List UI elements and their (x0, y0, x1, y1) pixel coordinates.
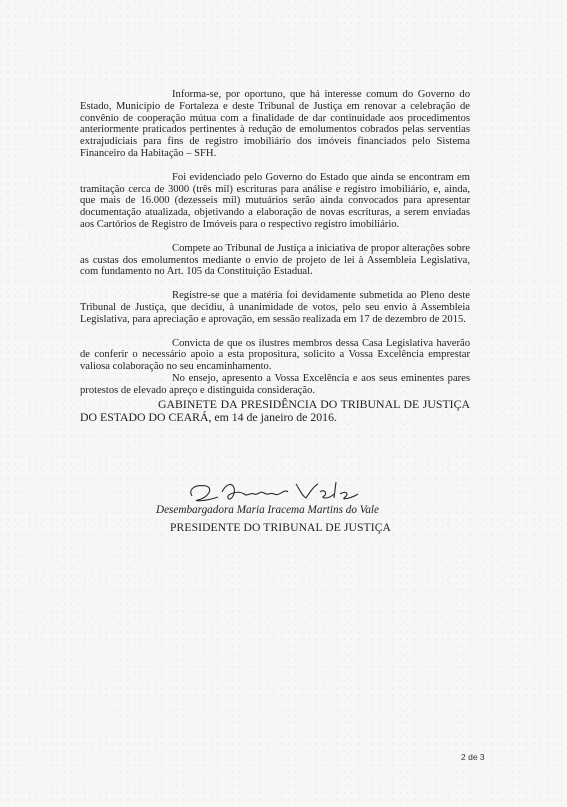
page-number: 2 de 3 (461, 752, 485, 762)
paragraph-request: Convicta de que os ilustres membros dessa Casa Legislativa haverão de conferir o necessário apoio a esta propositura, solicito a Vossa Excelência emprestar valiosa colaboração no seu encaminhamento. (80, 337, 470, 373)
signer-title: PRESIDENTE DO TRIBUNAL DE JUSTIÇA (170, 521, 392, 534)
paragraph-competence: Compete ao Tribunal de Justiça a iniciativa de propor alterações sobre as custas dos emolumentos mediante o envio de projeto de lei à Assembleia Legislativa, com fundamento no Art. 105 da Constituição Estadual. (80, 242, 470, 278)
paragraph-interest: Informa-se, por oportuno, que há interesse comum do Governo do Estado, Município de Fortaleza e deste Tribunal de Justiça em renovar a celebração de convênio de cooperação mútua com a finalidade de dar continuidade aos procedimentos anteriormente praticados pertinentes à redução de emolumentos cobrados pelas serventias extrajudiciais para fins de registro imobiliário dos imóveis financiados pelo Sistema Financeiro da Habitação – SFH. (80, 89, 470, 159)
paragraph-closing: No ensejo, apresento a Vossa Excelência e aos seus eminentes pares protestos de elevado apreço e distinguida consideração. (80, 372, 470, 396)
signer-name: Desembargadora Maria Iracema Martins do Vale (156, 504, 379, 516)
document-body (80, 89, 470, 436)
paragraph-evidence: Foi evidenciado pelo Governo do Estado que ainda se encontram em tramitação cerca de 3000 (três mil) escrituras para análise e registro imobiliário, e, ainda, que mais de 16.000 (dezesseis mil) mutuários serão ainda convocados para apresentar documentação atualizada, objetivando a elaboração de novas escrituras, a serem enviadas aos Cartórios de Registro de Imóveis para o respectivo registro imobiliário. (80, 171, 470, 230)
paragraph-office-date: GABINETE DA PRESIDÊNCIA DO TRIBUNAL DE JUSTIÇA DO ESTADO DO CEARÁ, em 14 de janeiro de 2016. (80, 396, 470, 424)
paragraph-registration: Registre-se que a matéria foi devidamente submetida ao Pleno deste Tribunal de Justiça, que decidiu, à unanimidade de votos, pelo seu envio à Assembleia Legislativa, para apreciação e aprovação, em sessão realizada em 17 de dezembro de 2015. (80, 290, 470, 325)
